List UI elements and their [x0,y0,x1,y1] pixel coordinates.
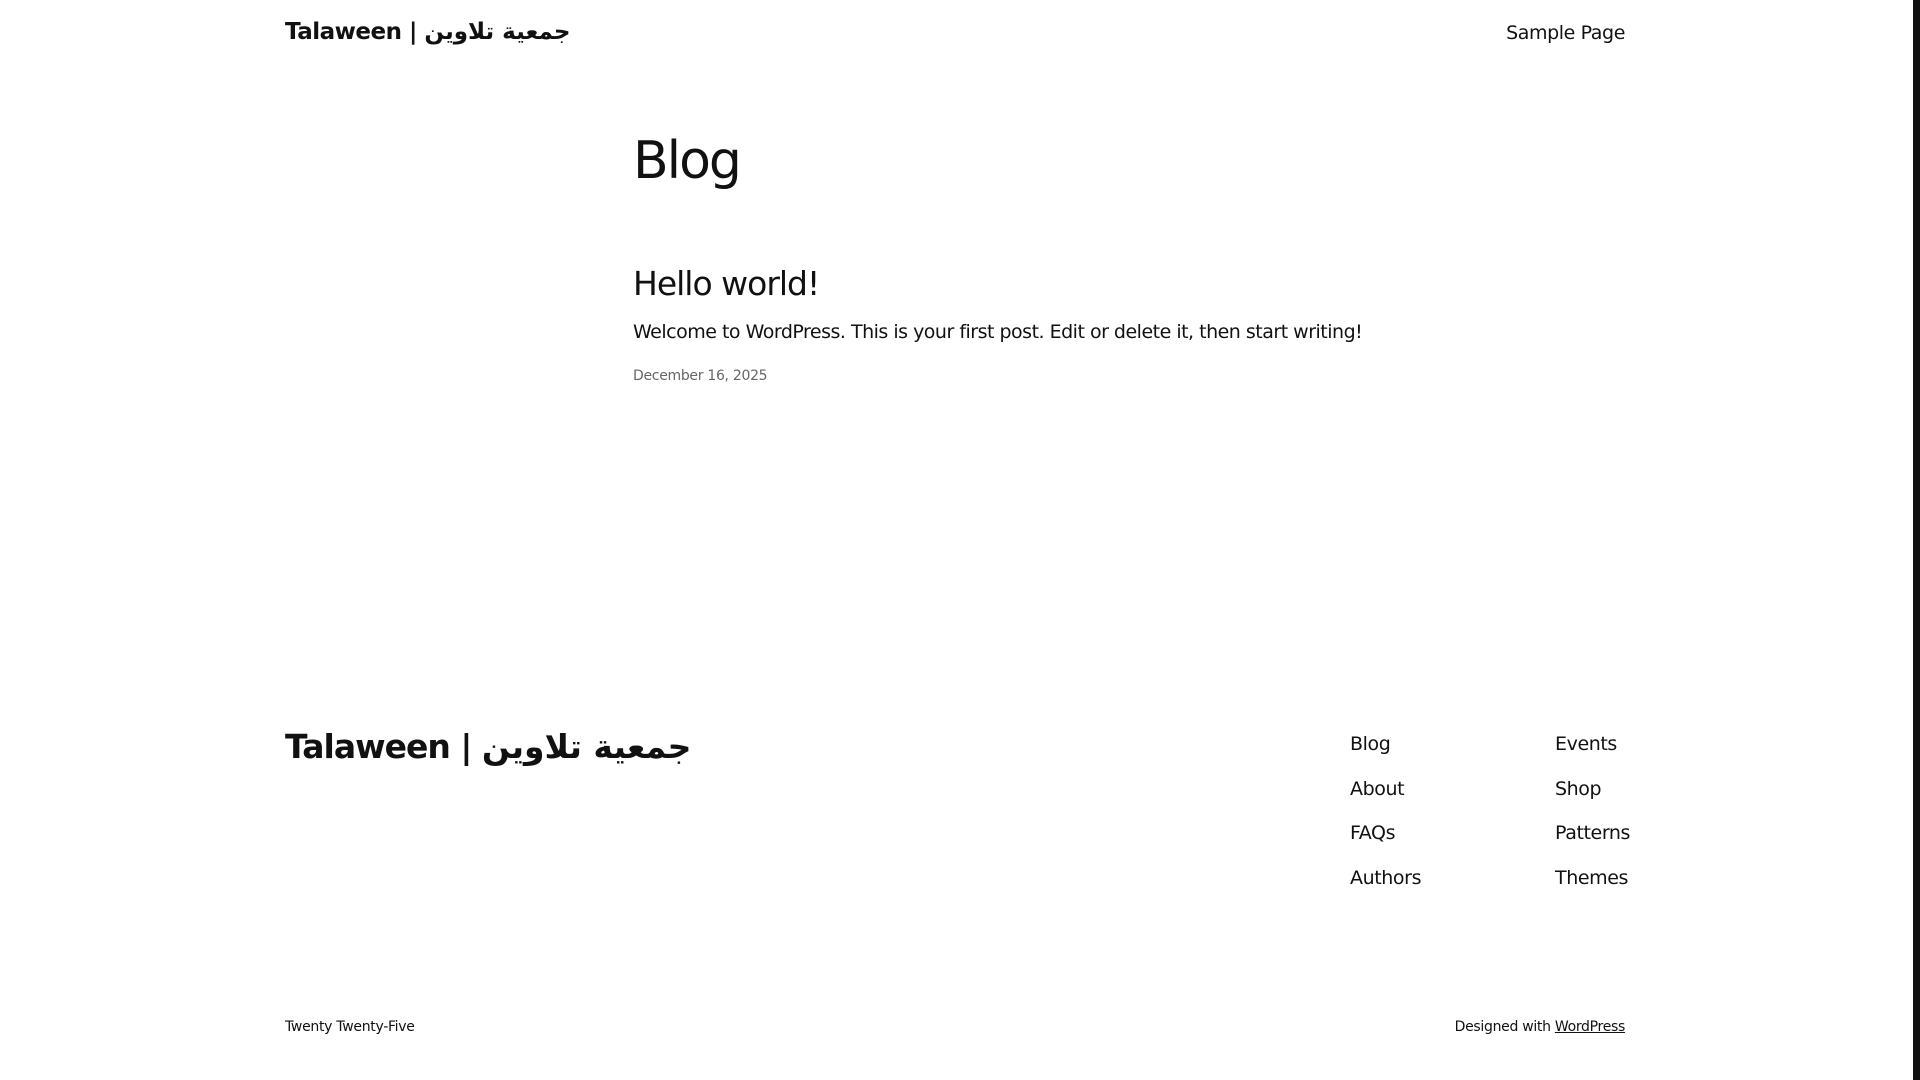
post-title-link[interactable]: Hello world! [633,264,820,304]
post-item [633,264,1363,385]
footer-nav-column-2 [1555,731,1630,909]
main-content [633,130,1363,385]
footer-link-about[interactable]: About [1350,777,1405,800]
post-date[interactable]: December 16, 2025 [633,368,768,385]
theme-name: Twenty Twenty-Five [285,1019,415,1035]
footer-site-title[interactable]: Talaween | جمعية تلاوين [285,727,692,766]
scrollbar[interactable] [1913,0,1920,1080]
nav-item-sample-page[interactable]: Sample Page [1506,22,1625,44]
site-title-link[interactable]: Talaween | جمعية تلاوين [285,19,571,45]
footer-link-patterns[interactable]: Patterns [1555,822,1631,844]
footer-link-shop[interactable]: Shop [1555,777,1602,800]
header-nav [1506,22,1625,44]
site-header [285,0,1625,70]
footer-nav-column-1 [1350,731,1421,909]
wordpress-link[interactable]: WordPress [1554,1019,1625,1035]
footer-link-authors[interactable]: Authors [1350,866,1422,889]
post-excerpt: Welcome to WordPress. This is your first post. Edit or delete it, then start writing! [633,320,1363,343]
footer-link-events[interactable]: Events [1555,733,1617,755]
footer-link-faqs[interactable]: FAQs [1350,822,1396,844]
page-title: Blog [633,131,740,191]
footer-credit [1455,1019,1625,1035]
footer-link-themes[interactable]: Themes [1555,866,1629,889]
credit-prefix: Designed with [1454,1019,1551,1035]
footer-link-blog[interactable]: Blog [1350,733,1391,755]
